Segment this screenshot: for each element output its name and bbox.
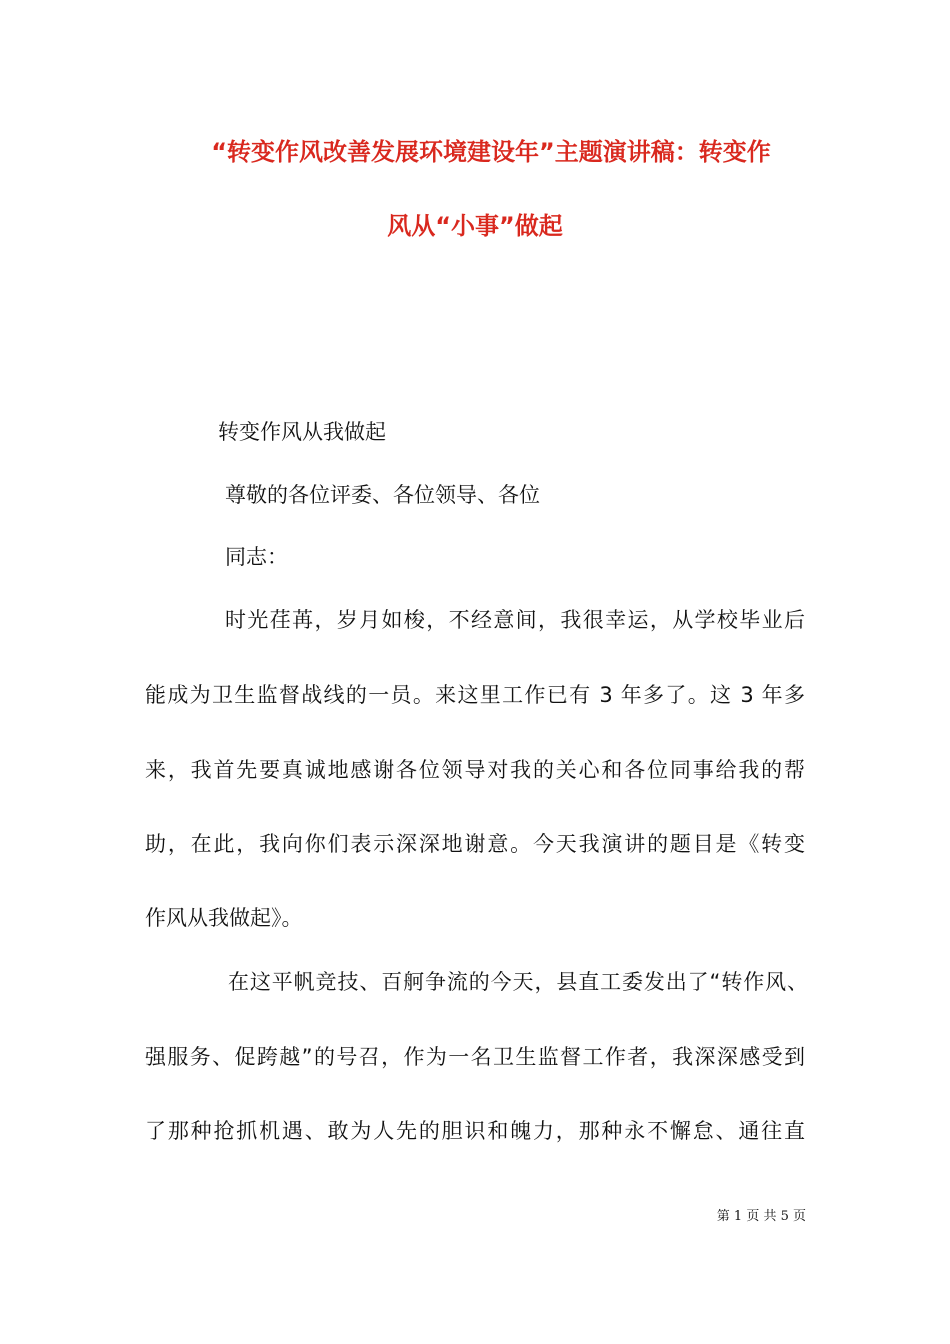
paragraph-2-line-3: 了那种抢抓机遇、敢为人先的胆识和魄力，那种永不懈怠、通往直 xyxy=(145,1119,805,1143)
paragraph-1-line-3: 来，我首先要真诚地感谢各位领导对我的关心和各位同事给我的帮 xyxy=(145,758,805,782)
paragraph-2-line-1: 在这平帆竞技、百舸争流的今天，县直工委发出了“转作风、 xyxy=(228,970,808,994)
paragraph-2-line-2: 强服务、促跨越”的号召，作为一名卫生监督工作者，我深深感受到 xyxy=(145,1045,805,1069)
paragraph-1-line-2: 能成为卫生监督战线的一员。来这里工作已有 3 年多了。这 3 年多 xyxy=(145,683,805,707)
document-title-line-2: 风从“小事”做起 xyxy=(387,212,563,240)
page-indicator: 第 1 页 共 5 页 xyxy=(716,1209,806,1224)
document-subtitle: 转变作风从我做起 xyxy=(218,420,386,444)
salutation-line-1: 尊敬的各位评委、各位领导、各位 xyxy=(225,483,540,507)
salutation-line-2: 同志： xyxy=(225,545,288,569)
paragraph-1-line-5: 作风从我做起》。 xyxy=(145,906,303,930)
paragraph-1-line-4: 助，在此，我向你们表示深深地谢意。今天我演讲的题目是《转变 xyxy=(145,832,805,856)
document-title-line-1: “转变作风改善发展环境建设年”主题演讲稿：转变作 xyxy=(211,138,771,166)
paragraph-1-line-1: 时光荏苒，岁月如梭，不经意间，我很幸运，从学校毕业后 xyxy=(225,608,805,632)
